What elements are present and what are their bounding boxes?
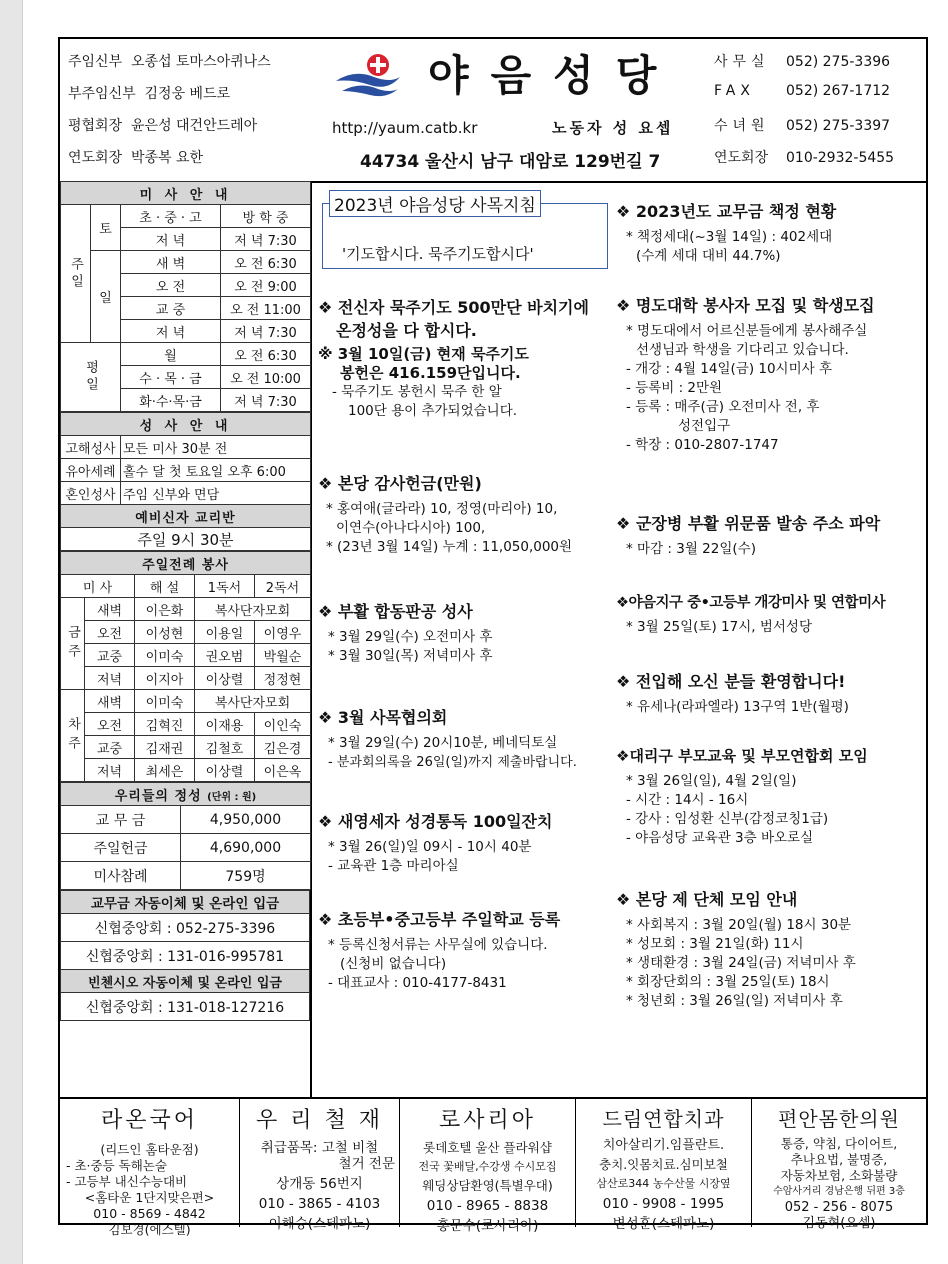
parish-logo-icon [334, 51, 402, 101]
table-row: 미 사 해 설 1독서 2독서 [61, 575, 311, 598]
vincent-title: 빈첸시오 자동이체 및 온라인 입금 [61, 970, 310, 993]
ad-dream-dental: 드림연합치과 치아살리기.임플란트. 충치.잇몸치료.심미보철 삼산로344 농수산물 시장옆 010 - 9908 - 1995 변성훈(스테파노) [576, 1099, 752, 1227]
bible-reading-section: ❖ 새영세자 성경통독 100일잔치 * 3월 26(일)일 09시 - 10시 40분 - 교육관 1층 마리아실 [318, 812, 553, 874]
list-item: * 청년회 : 3월 26일(일) 저녁미사 후 [626, 993, 843, 1009]
volunteer-section: ❖ 명도대학 봉사자 모집 및 학생모집 * 명도대에서 어르신분들에게 봉사해주실 선생님과 학생을 기다리고 있습니다. - 개강 : 4월 14일(금) 10시미사 후 - 등록비 : 2만원 - 등록 : 매주(금) 오전미사 전, 후 성전입구 - 학장 : 010-2807-1747 [616, 296, 875, 453]
contact-office: 사무실 052) 275-3396 [714, 54, 891, 70]
contact-fax: FAX 052) 267-1712 [714, 83, 891, 99]
table-row: 저 녁 저 녁 7:30 [61, 228, 311, 251]
transfer-account-1: 신협중앙회 : 052-275-3396 [61, 914, 310, 942]
offering-title: 우리들의 정성 (단위 : 원) [61, 783, 311, 806]
pastoral-council-section: ❖ 3월 사목협의회 * 3월 29일(수) 20시10분, 베네딕토실 - 분과회의록을 26일(일)까지 제출바랍니다. [318, 708, 577, 770]
table-row: 금주 새벽 이은화 복사단자모회 [61, 598, 311, 621]
catechumen-time: 주일 9시 30분 [61, 528, 311, 551]
contact-yeondo: 연도회장 010-2932-5455 [714, 150, 895, 166]
saturday-label: 토 [91, 205, 121, 251]
table-row: 교 무 금 4,950,000 [61, 806, 311, 834]
dues-section: ❖ 2023년도 교무금 책정 현황 * 책정세대(~3월 14일) : 402세대 (수계 세대 대비 44.7%) [616, 202, 837, 264]
header-council-chair: 평협회장 윤은성 대건안드레아 [68, 118, 258, 134]
header [60, 39, 926, 183]
right-column [616, 189, 922, 1089]
ad-pyeonan-clinic: 편안몸한의원 통증, 약침, 다이어트, 추나요법, 불명증, 자동차보험, 소화불량 수암사거리 경남은행 뒤편 3층 052 - 256 - 8075 김동혁(요셉) [773, 1107, 905, 1231]
advertisement-strip [60, 1097, 926, 1237]
contact-convent: 수녀원 052) 275-3397 [714, 118, 891, 134]
list-item: * 사회복지 : 3월 20일(월) 18시 30분 [626, 917, 852, 933]
next-week-label: 차주 [61, 690, 85, 782]
table-row: 혼인성사 주임 신부와 면담 [61, 482, 311, 505]
list-item: * 생태환경 : 3월 24일(금) 저녁미사 후 [626, 955, 856, 971]
table-row: 오 전 오 전 9:00 [61, 274, 311, 297]
ad-rosaria-flower: 로사리아 롯데호텔 울산 플라워샵 전국 꽃배달,수강생 수시모집 웨딩상담환영(특별우대) 010 - 8965 - 8838 홍문수(로사리아) [400, 1099, 576, 1227]
table-row: 오전 김혁진 이재용 이인숙 [61, 713, 311, 736]
table-row: 주일헌금 4,690,000 [61, 834, 311, 862]
table-row: 고해성사 모든 미사 30분 전 [61, 436, 311, 459]
table-row: 차주 새벽 이미숙 복사단자모회 [61, 690, 311, 713]
sacrament-table [60, 412, 311, 551]
parish-address: 44734 울산시 남구 대암로 129번길 7 [360, 152, 661, 172]
motto-text: '기도합시다. 묵주기도합시다' [342, 245, 534, 263]
parish-patron: 노동자 성 요셉 [552, 119, 674, 137]
table-row: 교중 이미숙 권오범 박월순 [61, 644, 311, 667]
catechumen-title: 예비신자 교리반 [61, 505, 311, 528]
header-assistant: 부주임신부 김정웅 베드로 [68, 86, 231, 102]
header-yeondo-chair: 연도회장 박종복 요한 [68, 150, 204, 166]
table-row: 저녁 최세은 이상렬 이은옥 [61, 759, 311, 782]
parent-education-section: ❖대리구 부모교육 및 부모연합회 모임 * 3월 26일(일), 4월 2일(일) - 시간 : 14시 - 16시 - 강사 : 임성환 신부(감정코칭1급) - 야음성당 교육관 3층 바오로실 [616, 747, 868, 846]
table-row: 오전 이성현 이용일 이영우 [61, 621, 311, 644]
liturgy-title: 주일전례 봉사 [61, 552, 311, 575]
header-pastor: 주임신부 오종섭 토마스아퀴나스 [68, 54, 271, 70]
welcome-section: ❖ 전입해 오신 분들 환영합니다! * 유세나(라파엘라) 13구역 1반(월평) [616, 672, 849, 715]
table-row: 화·수·목·금 저 녁 7:30 [61, 389, 311, 412]
sacrament-title: 성 사 안 내 [61, 413, 311, 436]
left-scrollbar-gutter [0, 0, 23, 1264]
list-item: * 성모회 : 3월 21일(화) 11시 [626, 936, 804, 952]
rosary-section: ❖ 전신자 묵주기도 500만단 바치기에 온정성을 다 합시다. ※ 3월 10일(금) 현재 묵주기도 봉헌은 416.159단입니다. - 묵주기도 봉헌시 묵주 한 알 100단 용이 추가되었습니다. [318, 298, 589, 419]
table-row: 일 새 벽 오 전 6:30 [61, 251, 311, 274]
table-row: 수 · 목 · 금 오 전 10:00 [61, 366, 311, 389]
table-row: 유아세례 홀수 달 첫 토요일 오후 6:00 [61, 459, 311, 482]
table-row: 교중 김재권 김철호 김은경 [61, 736, 311, 759]
transfer-account-2: 신협중앙회 : 131-016-995781 [61, 942, 310, 970]
table-row: 주일 토 초 · 중 · 고 방 학 중 [61, 205, 311, 228]
ad-raon-korean: 라온국어 (리드인 홈타운점) - 초·중등 독해논술 - 고등부 내신수능대비 <홈타운 1단지맞은편> 010 - 8569 - 4842 김보경(에스텔) [60, 1099, 240, 1227]
left-info-column [60, 181, 312, 1097]
this-week-label: 금주 [61, 598, 85, 690]
group-meetings-section: ❖ 본당 제 단체 모임 안내 * 사회복지 : 3월 20일(월) 18시 30분 * 성모회 : 3월 21일(화) 11시 * 생태환경 : 3월 24일(금) 저녁미사 후 * 회장단회의 : 3월 25일(토) 18시 * 청년회 : 3월 26일(일) 저녁미사 후 [616, 890, 856, 1009]
header-center [320, 39, 700, 181]
sunday-group-label: 주일 [61, 205, 91, 343]
soldier-gift-section: ❖ 군장병 부활 위문품 발송 주소 파악 * 마감 : 3월 22일(수) [616, 514, 881, 557]
mass-title: 미 사 안 내 [61, 182, 311, 205]
ad-uri-scrap: 우 리 철 재 취급품목: 고철 비철 철거 전문 상개동 56번지 010 - 3865 - 4103 이해승(스테파노) [240, 1099, 400, 1227]
parish-title: 야음성당 [428, 51, 679, 100]
sunday-school-section: ❖ 초등부•중고등부 주일학교 등록 * 등록신청서류는 사무실에 있습니다. (신청비 없습니다) - 대표교사 : 010-4177-8431 [318, 910, 561, 991]
list-item: * 회장단회의 : 3월 25일(토) 18시 [626, 974, 830, 990]
mass-schedule-table [60, 181, 311, 412]
transfer-table [60, 890, 310, 1021]
offering-table [60, 782, 311, 890]
transfer-title: 교무금 자동이체 및 온라인 입금 [61, 891, 310, 914]
table-row: 저녁 이지아 이상렬 정정현 [61, 667, 311, 690]
table-row: 평일 월 오 전 6:30 [61, 343, 311, 366]
table-row: 교 중 오 전 11:00 [61, 297, 311, 320]
youth-mass-section: ❖야음지구 중•고등부 개강미사 및 연합미사 * 3월 25일(토) 17시, 범서성당 [616, 595, 886, 635]
thanks-offering-section: ❖ 본당 감사헌금(만원) * 홍여애(글라라) 10, 정영(마리아) 10, 이연수(아나다시아) 100, * (23년 3월 14일) 누계 : 11,050,000원 [318, 474, 573, 555]
liturgy-table [60, 551, 311, 782]
motto-title: 2023년 야음성당 사목지침 [329, 190, 541, 217]
table-row: 저 녁 저 녁 7:30 [61, 320, 311, 343]
vincent-account: 신협중앙회 : 131-018-127216 [61, 993, 310, 1021]
weekday-label: 평일 [61, 343, 121, 412]
middle-column [318, 189, 608, 1089]
bulletin-page [58, 37, 928, 1237]
table-row: 미사참례 759명 [61, 862, 311, 890]
sunday-label: 일 [91, 251, 121, 343]
easter-confession-section: ❖ 부활 합동판공 성사 * 3월 29일(수) 오전미사 후 * 3월 30일(목) 저녁미사 후 [318, 602, 493, 664]
parish-url[interactable]: http://yaum.catb.kr [332, 119, 478, 137]
